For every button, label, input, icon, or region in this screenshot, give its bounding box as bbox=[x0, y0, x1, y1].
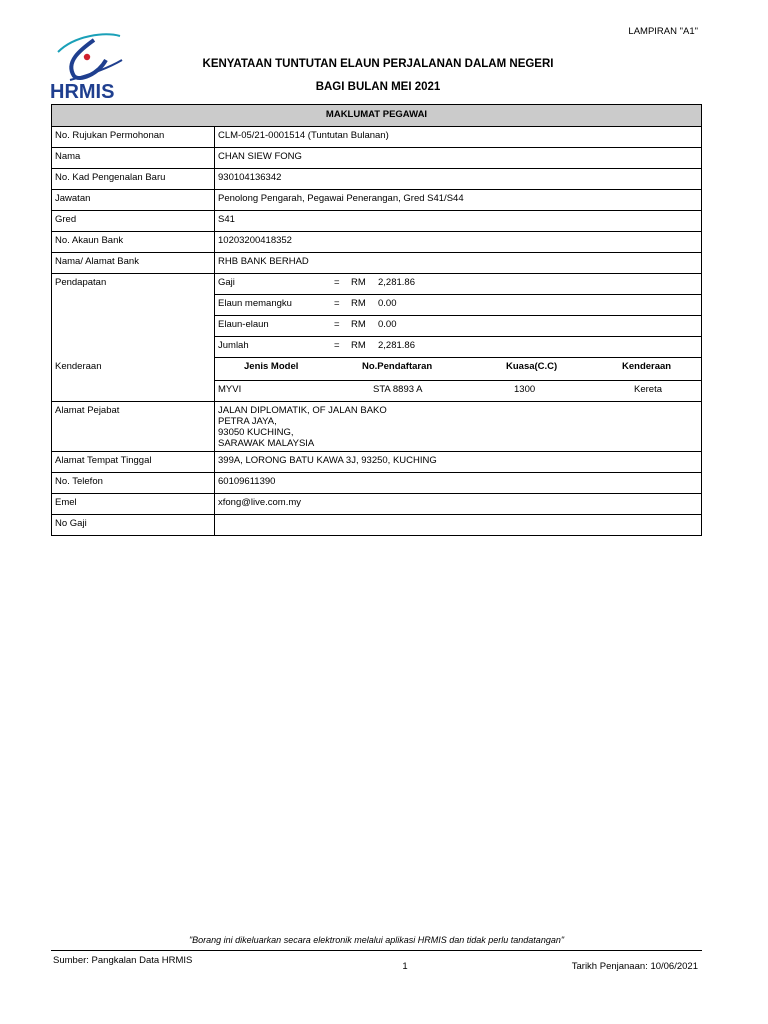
field-label: No Gaji bbox=[52, 515, 215, 536]
income-total-label: Jumlah bbox=[218, 340, 249, 351]
employee-info-table bbox=[51, 104, 702, 536]
field-label: Kenderaan bbox=[55, 360, 102, 372]
vehicle-header bbox=[218, 361, 698, 375]
field-value: S41 bbox=[215, 211, 702, 232]
table-row bbox=[52, 402, 702, 452]
address-line: JALAN DIPLOMATIK, OF JALAN BAKO bbox=[218, 405, 387, 416]
field-value: 60109611390 bbox=[215, 473, 702, 494]
page-title: KENYATAAN TUNTUTAN ELAUN PERJALANAN DALAM NEGERI bbox=[202, 58, 554, 70]
vehicle-data bbox=[218, 384, 698, 398]
field-value: 399A, LORONG BATU KAWA 3J, 93250, KUCHING bbox=[215, 452, 702, 473]
field-label: Nama/ Alamat Bank bbox=[52, 253, 215, 274]
field-label: Jawatan bbox=[52, 190, 215, 211]
field-label: No. Akaun Bank bbox=[52, 232, 215, 253]
field-value: CHAN SIEW FONG bbox=[215, 148, 702, 169]
currency-label: RM bbox=[351, 277, 366, 288]
income-total-value: 2,281.86 bbox=[378, 340, 415, 351]
office-address bbox=[215, 402, 702, 452]
equals-sign: = bbox=[334, 277, 340, 288]
currency-label: RM bbox=[351, 340, 366, 351]
currency-label: RM bbox=[351, 319, 366, 330]
equals-sign: = bbox=[334, 340, 340, 351]
footer-divider bbox=[51, 950, 702, 951]
table-row bbox=[52, 452, 702, 473]
field-value: Penolong Pengarah, Pegawai Penerangan, Gred S41/S44 bbox=[215, 190, 702, 211]
income-row bbox=[52, 295, 702, 316]
lampiran-label: LAMPIRAN "A1" bbox=[628, 26, 698, 37]
vehicle-col-model: Jenis Model bbox=[244, 361, 299, 372]
field-value: xfong@live.com.my bbox=[215, 494, 702, 515]
field-label: No. Rujukan Permohonan bbox=[52, 127, 215, 148]
field-label: Gred bbox=[52, 211, 215, 232]
income-item-label: Gaji bbox=[218, 277, 235, 288]
field-label: Pendapatan bbox=[52, 274, 215, 295]
income-item-label: Elaun memangku bbox=[218, 298, 292, 309]
income-row bbox=[52, 316, 702, 337]
table-row bbox=[52, 211, 702, 232]
income-item-value: 0.00 bbox=[378, 319, 397, 330]
generated-date: Tarikh Penjanaan: 10/06/2021 bbox=[571, 961, 698, 972]
vehicle-reg: STA 8893 A bbox=[373, 384, 423, 395]
field-label: No. Telefon bbox=[52, 473, 215, 494]
field-value: RHB BANK BERHAD bbox=[215, 253, 702, 274]
vehicle-col-cc: Kuasa(C.C) bbox=[506, 361, 558, 372]
section-header: MAKLUMAT PEGAWAI bbox=[52, 105, 702, 127]
table-row bbox=[52, 515, 702, 536]
table-row bbox=[52, 253, 702, 274]
field-label: Emel bbox=[52, 494, 215, 515]
table-row bbox=[52, 190, 702, 211]
income-item-value: 2,281.86 bbox=[378, 277, 415, 288]
field-label: No. Kad Pengenalan Baru bbox=[52, 169, 215, 190]
vehicle-col-reg: No.Pendaftaran bbox=[362, 361, 433, 372]
table-row bbox=[52, 473, 702, 494]
address-line: SARAWAK MALAYSIA bbox=[218, 438, 315, 449]
vehicle-model: MYVI bbox=[218, 384, 242, 395]
hrmis-logo bbox=[50, 30, 136, 102]
field-value: 930104136342 bbox=[215, 169, 702, 190]
vehicle-col-type: Kenderaan bbox=[622, 361, 672, 372]
footer-note: "Borang ini dikeluarkan secara elektronik melalui aplikasi HRMIS dan tidak perlu tandatangan" bbox=[188, 935, 565, 945]
vehicle-row bbox=[52, 358, 702, 402]
field-label: Nama bbox=[52, 148, 215, 169]
page-number: 1 bbox=[402, 961, 408, 972]
field-value: CLM-05/21-0001514 (Tuntutan Bulanan) bbox=[215, 127, 702, 148]
address-line: PETRA JAYA, bbox=[218, 416, 277, 427]
field-value: 10203200418352 bbox=[215, 232, 702, 253]
table-row bbox=[52, 232, 702, 253]
vehicle-divider bbox=[215, 380, 701, 381]
income-row bbox=[52, 337, 702, 358]
table-row bbox=[52, 148, 702, 169]
vehicle-type: Kereta bbox=[634, 384, 662, 395]
field-label: Alamat Pejabat bbox=[52, 402, 215, 452]
income-item-label: Elaun-elaun bbox=[218, 319, 269, 330]
equals-sign: = bbox=[334, 319, 340, 330]
currency-label: RM bbox=[351, 298, 366, 309]
table-row bbox=[52, 169, 702, 190]
page-subtitle: BAGI BULAN MEI 2021 bbox=[315, 81, 441, 93]
svg-text:HRMIS: HRMIS bbox=[50, 81, 115, 102]
income-row bbox=[52, 274, 702, 295]
address-line: 93050 KUCHING, bbox=[218, 427, 294, 438]
vehicle-cc: 1300 bbox=[514, 384, 536, 395]
field-value bbox=[215, 515, 702, 536]
footer-source: Sumber: Pangkalan Data HRMIS bbox=[53, 955, 193, 966]
equals-sign: = bbox=[334, 298, 340, 309]
field-label: Alamat Tempat Tinggal bbox=[52, 452, 215, 473]
income-item-value: 0.00 bbox=[378, 298, 397, 309]
table-row bbox=[52, 127, 702, 148]
table-row bbox=[52, 494, 702, 515]
